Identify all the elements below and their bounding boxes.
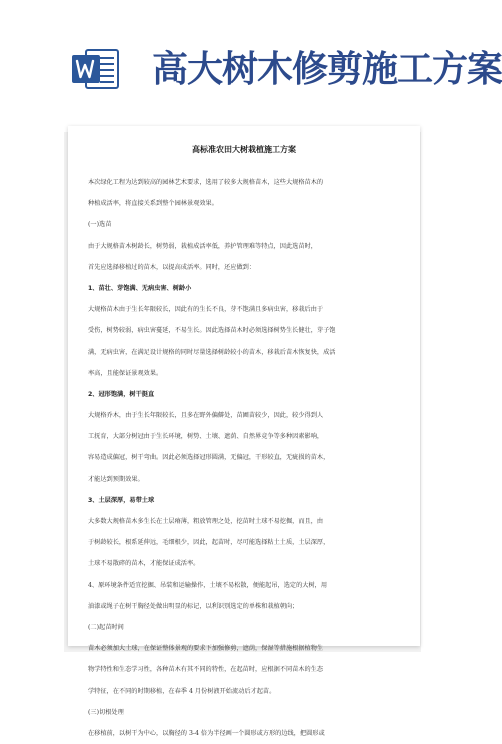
banner-title: 高大树木修剪施工方案 <box>152 49 502 90</box>
document-line: 学特征，在不同的时期移植，在春季 4 月份树液开始流动后才起苗。 <box>88 687 276 695</box>
document-line: 物学特性和生态学习性，各种苗木有其不同的特性，在起苗时，应根据不同苗木的生态 <box>88 666 324 674</box>
document-line: 由于大规格苗木树龄长，树势弱，栽植成活率低，养护管理难等特点，因此选苗时， <box>88 242 317 250</box>
document-body <box>88 172 406 744</box>
document-line: 大多数大规格苗木多生长在土层瘠薄，粗放管理之处，挖苗时土球不易挖掘，而且，由 <box>88 518 324 525</box>
document-line: 在移植前，以树干为中心，以胸径的 3-4 倍为半径画一个圆形或方形的边线，把圆形或 <box>88 729 325 737</box>
document-line: 苗木必须加大土球，在保证整体景观的要求下加强修剪，遮荫，保湿等措施根据植物生 <box>88 645 324 653</box>
document-title: 高标准农田大树栽植施工方案 <box>192 145 296 154</box>
document-line: 才能达到预期效果。 <box>88 475 144 483</box>
document-line: 1、苗壮、芽饱满、无病虫害、树龄小 <box>88 284 192 292</box>
document-line: 容易造成偏冠，树干弯曲。因此必须选择冠形圆满，无偏冠，干形较直，无疵损的苗木， <box>88 454 330 462</box>
document-line: 4、原环境条件适宜挖掘、吊装和运输操作，土壤不易松散，便能起吊，选定的大树，用 <box>88 581 328 589</box>
document-line: (二)起苗时间 <box>88 623 124 631</box>
document-line: (三)切根处理 <box>88 708 124 716</box>
document-line: 大规格乔木，由于生长年限较长，且多在野外偏僻处，苗圃苗较少，因此，较少得到人 <box>88 412 324 420</box>
document-line: 率高，且能保证景观效果。 <box>88 369 163 377</box>
document-line: 于树龄较长，根系延伸远，毛细根少，因此，起苗时，尽可能选择粘土土质，土层深厚， <box>88 539 330 547</box>
document-line: 3、土层深厚，易带土球 <box>88 496 155 504</box>
document-line: 2、冠形饱满，树干挺直 <box>88 390 155 398</box>
word-icon <box>70 44 120 94</box>
document-line: 土球不易散碎的苗木，才能保证成活率。 <box>88 560 200 568</box>
document-line: 首先应选择移植过的苗木，以提高成活率。同时，还应做到： <box>88 263 256 271</box>
document-page <box>68 126 420 737</box>
document-line: 受伤，树势较弱，病虫害蔓延，不易生长。因此选择苗木时必须选择树势生长健壮，芽子饱 <box>88 327 336 335</box>
banner <box>0 0 502 118</box>
document-line: (一)选苗 <box>88 221 112 229</box>
document-line: 种植成活率，将直接关系到整个园林景观效果。 <box>88 200 218 208</box>
document-line: 本次绿化工程为达到较高的园林艺术要求，选用了较多大规格苗木，这些大规格苗木的 <box>88 179 324 186</box>
document-line: 大规格苗木由于生长年限较长，因此有的生长不良，芽不饱满且多病虫害，移栽后由于 <box>88 306 324 314</box>
document-line: 工抚育，大部分树冠由于生长环境，树势、土壤、遮荫、自然界竞争等多种因素影响， <box>88 433 324 441</box>
document-line: 满，无病虫害，在满足设计规格的同时尽量选择树龄较小的苗木，移栽后苗木恢复快，成活 <box>88 348 336 356</box>
document-line: 油漆或绳子在树干胸径处做出明显的标记，以利识别选定的单株和栽植朝向； <box>88 602 299 610</box>
